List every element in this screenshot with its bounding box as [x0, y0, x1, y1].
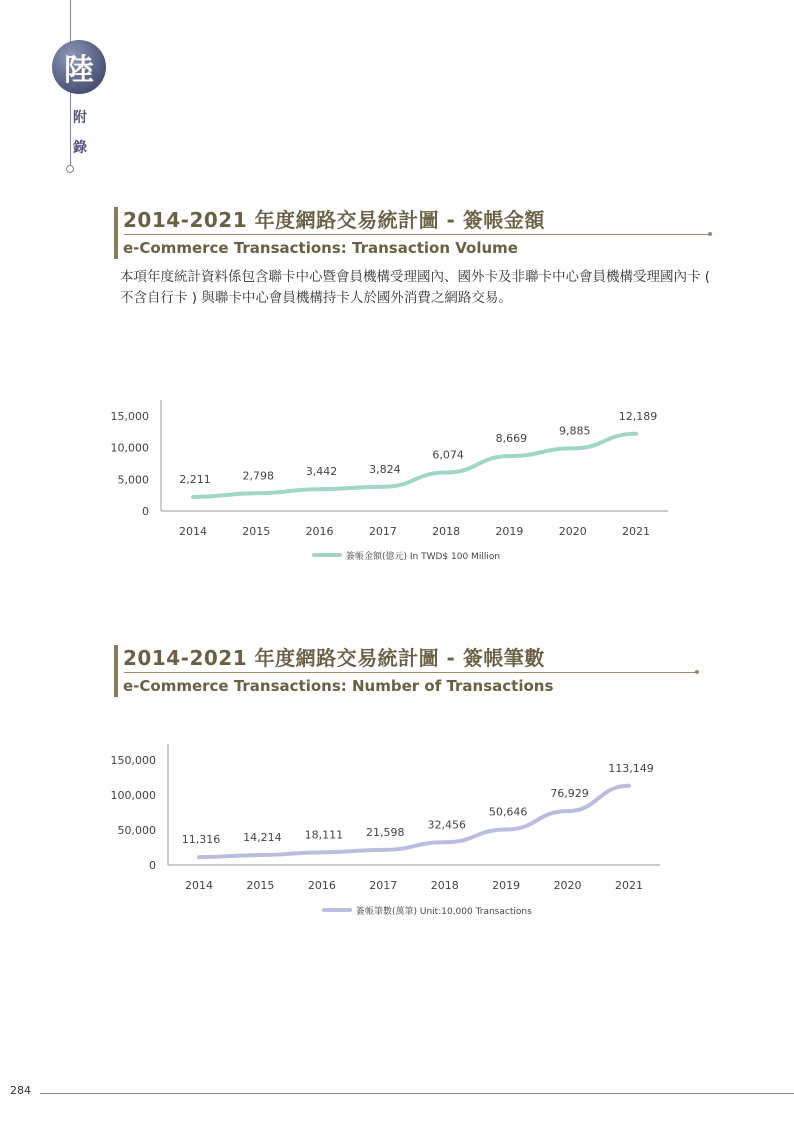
data-label: 14,214: [243, 831, 282, 845]
data-point: [382, 848, 385, 851]
data-point: [628, 784, 631, 787]
x-tick-label: 2016: [305, 525, 334, 538]
data-label: 8,669: [495, 432, 528, 446]
decorative-dot: [66, 165, 74, 173]
y-tick-label: 0: [149, 859, 156, 872]
data-point: [381, 485, 384, 488]
section2-rule: [124, 672, 697, 673]
data-point: [566, 810, 569, 813]
data-label: 3,824: [369, 462, 401, 476]
section1-rule-dot: [708, 232, 712, 236]
x-tick-label: 2015: [246, 879, 275, 892]
legend-label: 簽帳金額(億元) In TWD$ 100 Million: [346, 552, 501, 562]
data-label: 50,646: [488, 805, 528, 819]
section1-accent-bar: [114, 207, 118, 259]
chapter-badge: 陸: [52, 40, 106, 94]
section1-title-zh: 2014-2021 年度網路交易統計圖 - 簽帳金額: [123, 208, 545, 232]
data-label: 2,211: [179, 472, 211, 486]
data-point: [320, 851, 323, 854]
data-label: 18,111: [304, 828, 344, 842]
y-tick-label: 5,000: [117, 473, 149, 487]
data-point: [259, 854, 262, 857]
x-tick-label: 2016: [307, 879, 336, 892]
legend-label: 簽帳筆數(萬筆) Unit:10,000 Transactions: [356, 907, 532, 917]
section2-accent-bar: [114, 645, 118, 697]
section1-heading: [114, 207, 545, 259]
x-tick-label: 2020: [553, 879, 582, 892]
x-tick-label: 2018: [430, 879, 459, 892]
data-point: [255, 492, 258, 495]
footer-line: [40, 1093, 794, 1094]
y-tick-label: 15,000: [110, 410, 149, 423]
transaction-count-chart: [0, 735, 794, 925]
page-number: 284: [10, 1084, 31, 1097]
data-point: [505, 828, 508, 831]
y-tick-label: 100,000: [110, 789, 156, 802]
x-tick-label: 2019: [495, 525, 524, 538]
data-label: 9,885: [558, 424, 591, 438]
data-label: 12,189: [618, 409, 658, 423]
data-point: [192, 495, 195, 498]
y-tick-label: 150,000: [110, 754, 156, 767]
section2-title-zh: 2014-2021 年度網路交易統計圖 - 簽帳筆數: [123, 646, 545, 670]
data-point: [508, 455, 511, 458]
x-tick-label: 2021: [615, 879, 643, 892]
data-point: [635, 432, 638, 435]
y-tick-label: 0: [142, 505, 149, 518]
x-tick-label: 2018: [432, 525, 461, 538]
section1-rule: [124, 234, 710, 235]
data-point: [443, 841, 446, 844]
data-label: 32,456: [427, 818, 466, 832]
section2-heading: [114, 645, 553, 697]
data-point: [318, 488, 321, 491]
data-label: 21,598: [366, 825, 405, 839]
section2-title-en: e-Commerce Transactions: Number of Transactions: [123, 677, 554, 695]
data-label: 3,442: [305, 465, 338, 479]
x-tick-label: 2014: [179, 525, 207, 538]
x-tick-label: 2017: [369, 879, 398, 892]
transaction-volume-chart: [0, 385, 794, 570]
chapter-name: 附錄: [73, 110, 87, 156]
section1-description: 本項年度統計資料係包含聯卡中心暨會員機構受理國內、國外卡及非聯卡中心會員機構受理國內卡 ( 不含自行卡 ) 與聯卡中心會員機構持卡人於國外消費之網路交易。: [120, 269, 711, 306]
x-tick-label: 2014: [185, 879, 213, 892]
x-tick-label: 2020: [558, 525, 587, 538]
data-point: [571, 447, 574, 450]
x-tick-label: 2015: [242, 525, 271, 538]
x-tick-label: 2021: [622, 525, 650, 538]
data-label: 6,074: [432, 448, 464, 462]
x-tick-label: 2017: [368, 525, 397, 538]
section1-title-en: e-Commerce Transactions: Transaction Volume: [123, 239, 518, 257]
data-point: [445, 471, 448, 474]
data-label: 76,929: [550, 787, 589, 801]
y-tick-label: 10,000: [110, 441, 149, 455]
data-label: 11,316: [181, 833, 221, 847]
data-point: [198, 856, 201, 859]
section2-rule-dot: [695, 670, 699, 674]
series-line: [193, 434, 636, 497]
data-label: 113,149: [608, 761, 654, 775]
y-tick-label: 50,000: [117, 824, 156, 837]
data-label: 2,798: [242, 469, 275, 483]
x-tick-label: 2019: [492, 879, 521, 892]
